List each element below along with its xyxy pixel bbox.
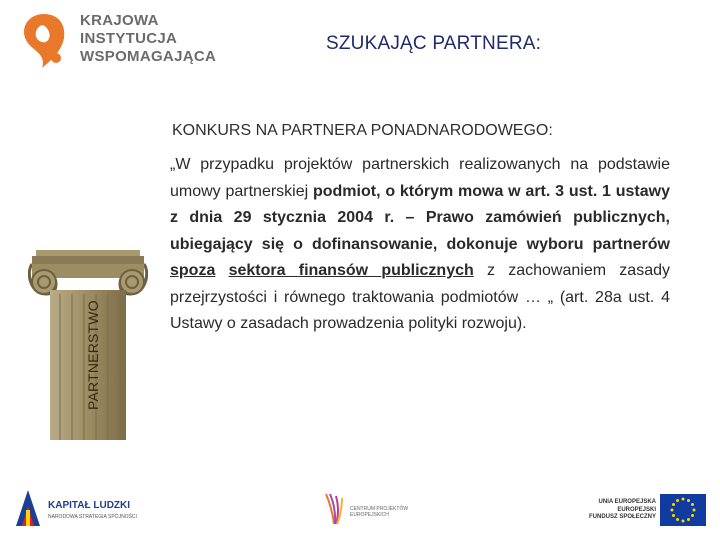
page-title: SZUKAJĄC PARTNERA: (326, 33, 542, 54)
logo-line-1: KRAJOWA (80, 12, 159, 29)
logo-line-2: INSTYTUCJA (80, 30, 178, 47)
kiw-logo-icon (18, 10, 70, 70)
quote-text-1: „W przypadku projektów partnerskich realizowanych na podstawie umowy partnerskiej (170, 156, 670, 200)
logo-line-3: WSPOMAGAJĄCA (80, 48, 217, 65)
quote-paragraph (170, 152, 670, 338)
quote-underline-4: publicznych (381, 262, 474, 279)
section-subtitle: KONKURS NA PARTNERA PONADNARODOWEGO: (172, 122, 553, 139)
quote-underline-2: sektora (228, 262, 299, 279)
vertical-label-partnerstwo: PARTNERSTWO (85, 300, 101, 410)
eu-flag-icon (660, 494, 706, 526)
ue-line-2: EUROPEJSKI (617, 506, 656, 513)
kapital-ludzki-title: KAPITAŁ LUDZKI (48, 500, 131, 511)
ue-line-1: UNIA EUROPEJSKA (598, 499, 656, 505)
ue-label (586, 499, 656, 522)
ue-line-3: FUNDUSZ SPOŁECZNY (588, 514, 656, 520)
quote-underline-3: finansów (298, 262, 382, 279)
logo-text (80, 12, 216, 66)
cpe-label: CENTRUM PROJEKTÓW EUROPEJSKICH (350, 506, 409, 518)
quote-text-bold: podmiot, o którym mowa w art. 3 ust. 1 ustawy z dnia 29 stycznia 2004 r. – Prawo zamówień publicznych, ubiegający się o dofinansowanie, dokonuje wyboru partnerów (170, 182, 670, 253)
quote-text-3: z zachowaniem zasady przejrzystości i równego traktowania podmiotów … „ (art. 28a ust. 4 Ustawy o zasadach prowadzenia polityki rozwoju). (170, 262, 670, 332)
kapital-ludzki-icon (12, 488, 44, 528)
kapital-ludzki-subtitle: NARODOWA STRATEGIA SPÓJNOŚCI (48, 514, 137, 520)
quote-underline-1: spoza (170, 262, 216, 279)
cpe-logo-icon (322, 492, 348, 526)
